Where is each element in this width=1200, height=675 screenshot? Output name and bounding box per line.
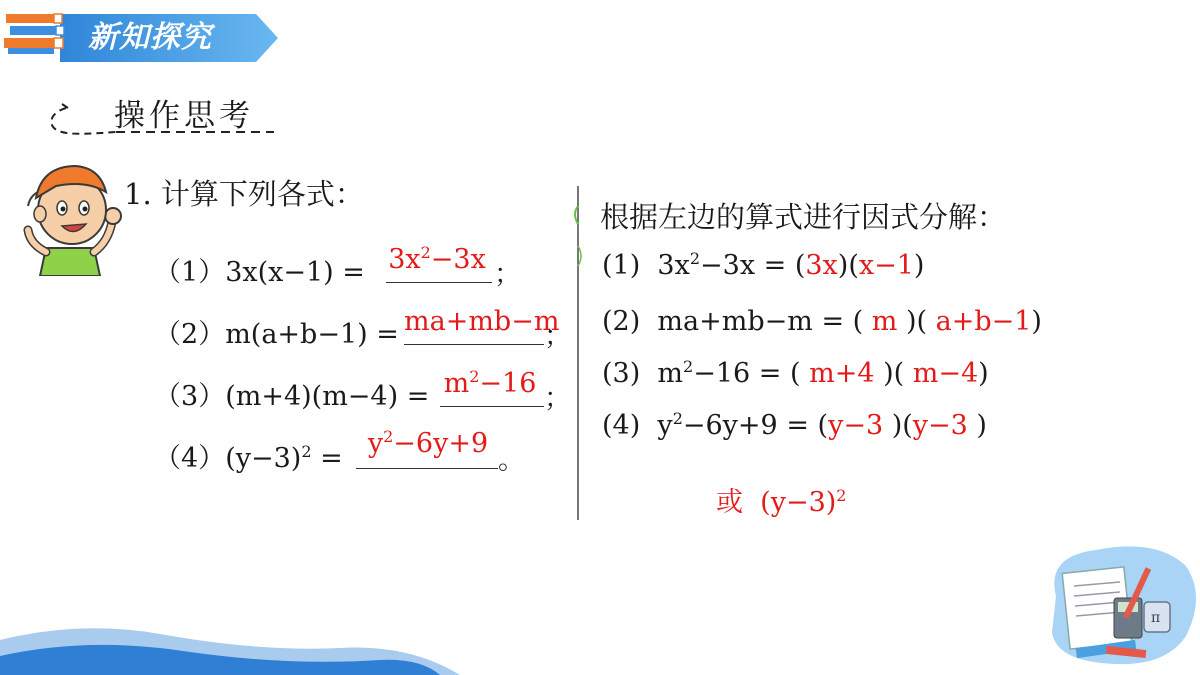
- item-end-mark: ；: [494, 259, 521, 290]
- item-expression: 3x(x−1) =: [225, 257, 365, 288]
- factorization-item-4: (4) $y^2-6y+9 = (y-3$ )(y−3 ): [602, 409, 987, 441]
- books-icon: [4, 10, 66, 56]
- factorization-item-2: (2) ma+mb−m = ( m )( a+b−1): [602, 306, 1042, 337]
- wave-decoration: [0, 600, 460, 675]
- item-end-mark: ；: [544, 383, 571, 414]
- answer-blank: [356, 468, 498, 469]
- answer-blank: [404, 344, 544, 345]
- exercise-item-3: [154, 374, 429, 413]
- factor-answer: 3x: [805, 250, 838, 281]
- factor-answer: a+b−1: [935, 306, 1032, 337]
- exercise-item-1: [154, 250, 365, 289]
- item-end-mark: 。: [498, 445, 525, 476]
- factorization-item-1: (1) $3x^2-3x = (3x)(x-1)$: [602, 249, 925, 281]
- factor-answer: y−3: [912, 410, 968, 441]
- factor-answer: x−1: [858, 250, 914, 281]
- item-expression: m(a+b−1) =: [225, 319, 399, 350]
- page-title: 新知探究: [88, 20, 212, 55]
- answer-blank: [440, 406, 544, 407]
- factor-answer: m+4: [809, 358, 875, 389]
- exercise-heading: 1. 计算下列各式：: [124, 177, 364, 211]
- boy-icon: [16, 152, 124, 276]
- item-number: （4）: [154, 443, 226, 474]
- factor-answer: m−4: [912, 358, 979, 389]
- item-expression: (m+4)(m−4) =: [225, 381, 430, 412]
- answer-4: $y^2-6y+9$: [367, 427, 489, 459]
- alternative-answer: 或 $(y-3)^2$: [716, 486, 847, 518]
- svg-text:π: π: [1151, 610, 1161, 626]
- answer-1: $3x^2-3x$: [388, 243, 486, 275]
- item-number: （2）: [154, 319, 226, 350]
- column-divider: [570, 186, 586, 520]
- exercise-item-2: [154, 312, 399, 351]
- factor-answer: m: [871, 306, 898, 337]
- answer-2: ma+mb−m: [404, 306, 560, 337]
- answer-blank: [386, 282, 492, 283]
- item-number: （3）: [154, 381, 226, 412]
- factorization-heading: 根据左边的算式进行因式分解：: [600, 200, 1007, 234]
- section-label: 操作思考: [114, 98, 254, 134]
- math-supplies-icon: [1036, 536, 1200, 675]
- factorization-item-3: (3) $m^2-16$ = ( m+4 )( m−4): [602, 357, 989, 389]
- item-end-mark: ；: [544, 321, 571, 352]
- exercise-item-4: $(4)(y-3)^2$ =: [154, 442, 343, 474]
- answer-3: $m^2-16$: [443, 367, 537, 399]
- factor-answer: y−3: [828, 410, 884, 441]
- item-number: （1）: [154, 257, 226, 288]
